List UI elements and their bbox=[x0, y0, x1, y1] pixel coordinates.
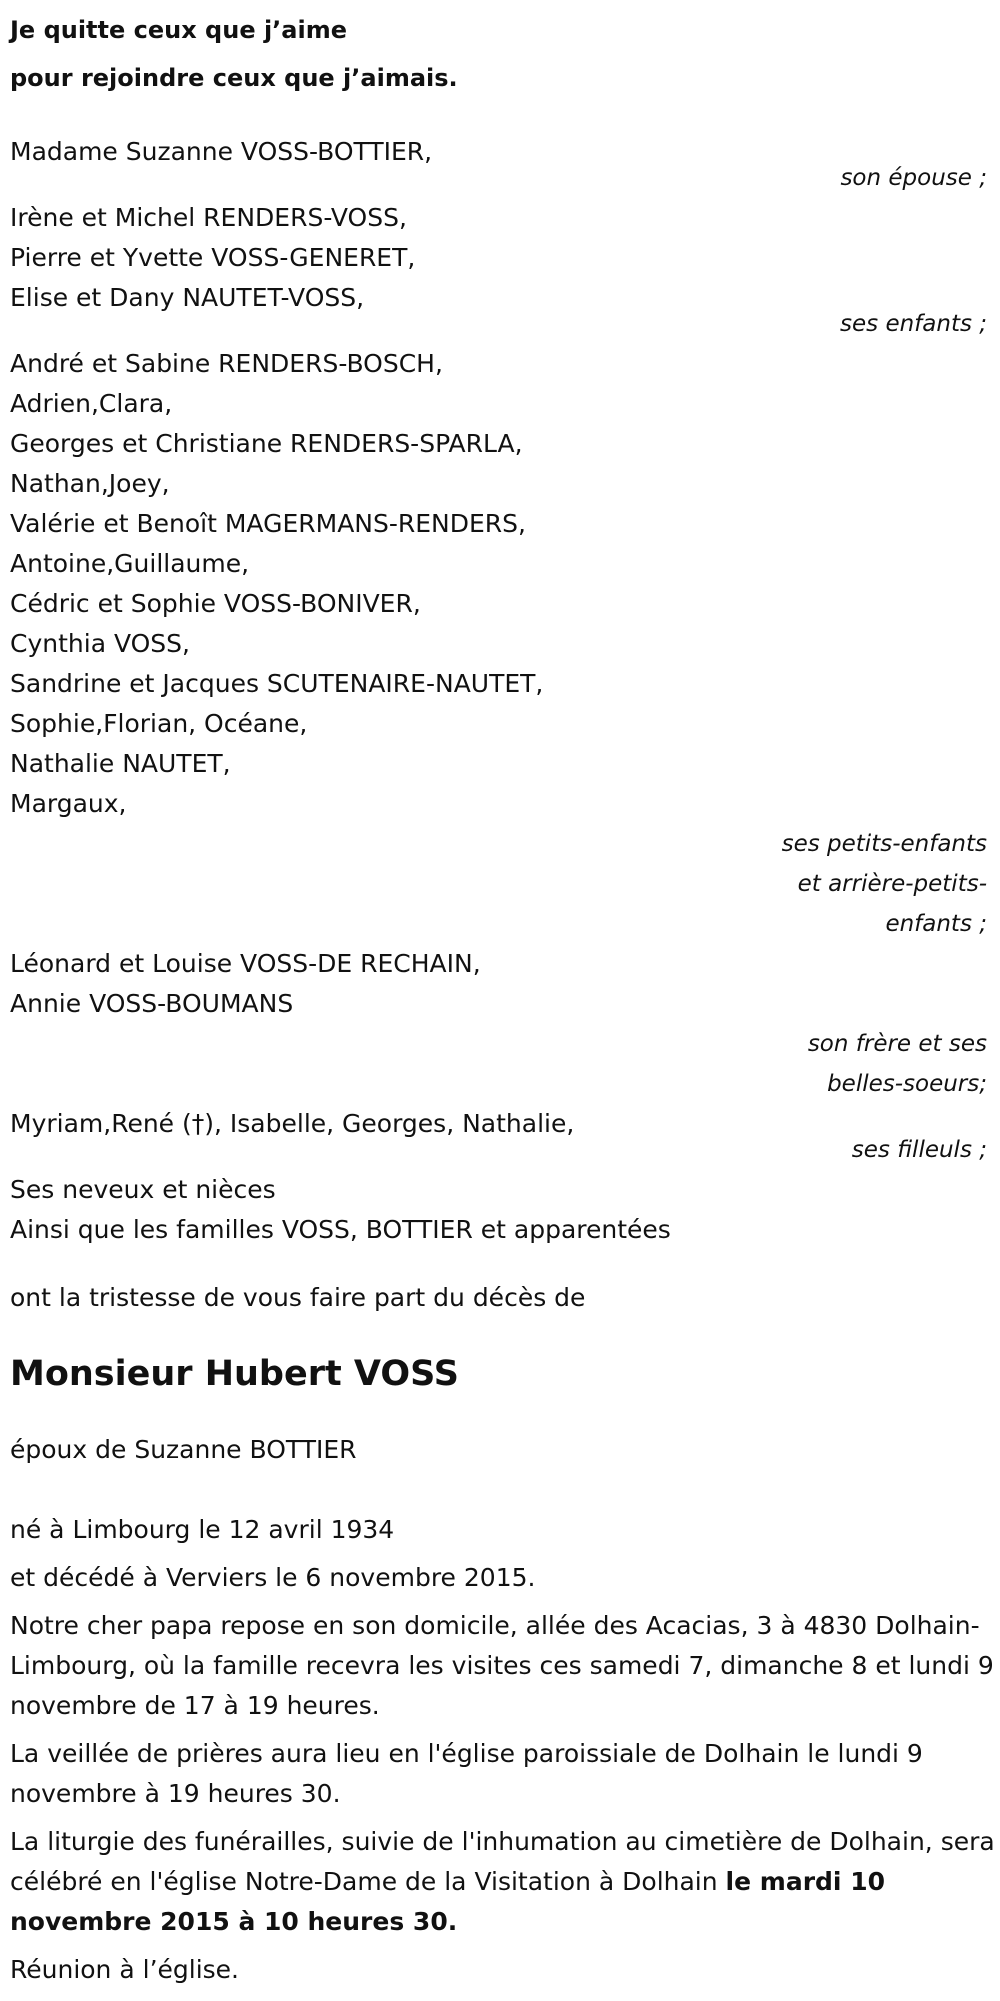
family-name: Cédric et Sophie VOSS-BONIVER, bbox=[10, 589, 421, 618]
family-name: Valérie et Benoît MAGERMANS-RENDERS, bbox=[10, 509, 526, 538]
deceased-spouse: époux de Suzanne BOTTIER bbox=[10, 1435, 357, 1464]
paragraph-home: Notre cher papa repose en son domicile, allée des Acacias, 3 à 4830 Dolhain-Limbourg, où la famille recevra les visites ces samedi 7, dimanche 8 et lundi 9 novembre de 17 à 19 heures. bbox=[10, 1611, 994, 1720]
family-name: Sandrine et Jacques SCUTENAIRE-NAUTET, bbox=[10, 669, 544, 698]
family-role: ses enfants ; bbox=[840, 311, 987, 337]
family-group-siblings bbox=[10, 944, 995, 1104]
funeral-date: le mardi 10 novembre 2015 à 10 heures 30. bbox=[10, 1867, 885, 1936]
death-notice bbox=[10, 0, 995, 1990]
family-name: Myriam,René (†), Isabelle, Georges, Nathalie, bbox=[10, 1109, 575, 1138]
family-role: ses filleuls ; bbox=[851, 1137, 987, 1163]
family-name: Nathalie NAUTET, bbox=[10, 749, 231, 778]
family-role: ses petits-enfants bbox=[781, 831, 987, 857]
family-name: Madame Suzanne VOSS-BOTTIER, bbox=[10, 137, 433, 166]
family-group-spouse bbox=[10, 132, 995, 198]
family-name: Annie VOSS-BOUMANS bbox=[10, 989, 294, 1018]
family-group-grandchildren bbox=[10, 344, 995, 944]
family-name: Cynthia VOSS, bbox=[10, 629, 190, 658]
epigraph bbox=[10, 6, 995, 102]
announcement: ont la tristesse de vous faire part du décès de bbox=[10, 1283, 586, 1312]
deceased-name: Monsieur Hubert VOSS bbox=[10, 1354, 459, 1394]
epigraph-line-2: pour rejoindre ceux que j’aimais. bbox=[10, 64, 458, 92]
family-name: Ses neveux et nièces bbox=[10, 1175, 276, 1204]
funeral-text: La liturgie des funérailles, suivie de l'inhumation au cimetière de Dolhain, sera célébré en l'église Notre-Dame de la Visitation à Dolhain bbox=[10, 1827, 995, 1896]
family-name: Pierre et Yvette VOSS-GENERET, bbox=[10, 243, 416, 272]
family-name: Sophie,Florian, Océane, bbox=[10, 709, 308, 738]
epigraph-line-1: Je quitte ceux que j’aime bbox=[10, 16, 348, 44]
family-name: André et Sabine RENDERS-BOSCH, bbox=[10, 349, 443, 378]
family-name: Nathan,Joey, bbox=[10, 469, 170, 498]
family-name: Georges et Christiane RENDERS-SPARLA, bbox=[10, 429, 523, 458]
family-group-godchildren bbox=[10, 1104, 995, 1170]
paragraph-funeral bbox=[10, 1822, 995, 1942]
family-name: Adrien,Clara, bbox=[10, 389, 173, 418]
family-role: et arrière-petits- bbox=[797, 871, 987, 897]
family-role: belles-soeurs; bbox=[827, 1071, 987, 1097]
family-name: Antoine,Guillaume, bbox=[10, 549, 250, 578]
family-name: Irène et Michel RENDERS-VOSS, bbox=[10, 203, 407, 232]
family-name: Léonard et Louise VOSS-DE RECHAIN, bbox=[10, 949, 481, 978]
family-name: Elise et Dany NAUTET-VOSS, bbox=[10, 283, 365, 312]
family-role: son épouse ; bbox=[840, 165, 987, 191]
family-group-closing bbox=[10, 1170, 995, 1250]
paragraph-vigil: La veillée de prières aura lieu en l'église paroissiale de Dolhain le lundi 9 novembre à 19 heures 30. bbox=[10, 1739, 923, 1808]
family-name: Margaux, bbox=[10, 789, 127, 818]
family-role: son frère et ses bbox=[807, 1031, 987, 1057]
family-role: enfants ; bbox=[885, 911, 987, 937]
deceased-birth: né à Limbourg le 12 avril 1934 bbox=[10, 1515, 395, 1544]
paragraph-meeting: Réunion à l’église. bbox=[10, 1955, 240, 1984]
deceased-death: et décédé à Verviers le 6 novembre 2015. bbox=[10, 1563, 536, 1592]
family-group-children bbox=[10, 198, 995, 344]
family-name: Ainsi que les familles VOSS, BOTTIER et apparentées bbox=[10, 1215, 671, 1244]
